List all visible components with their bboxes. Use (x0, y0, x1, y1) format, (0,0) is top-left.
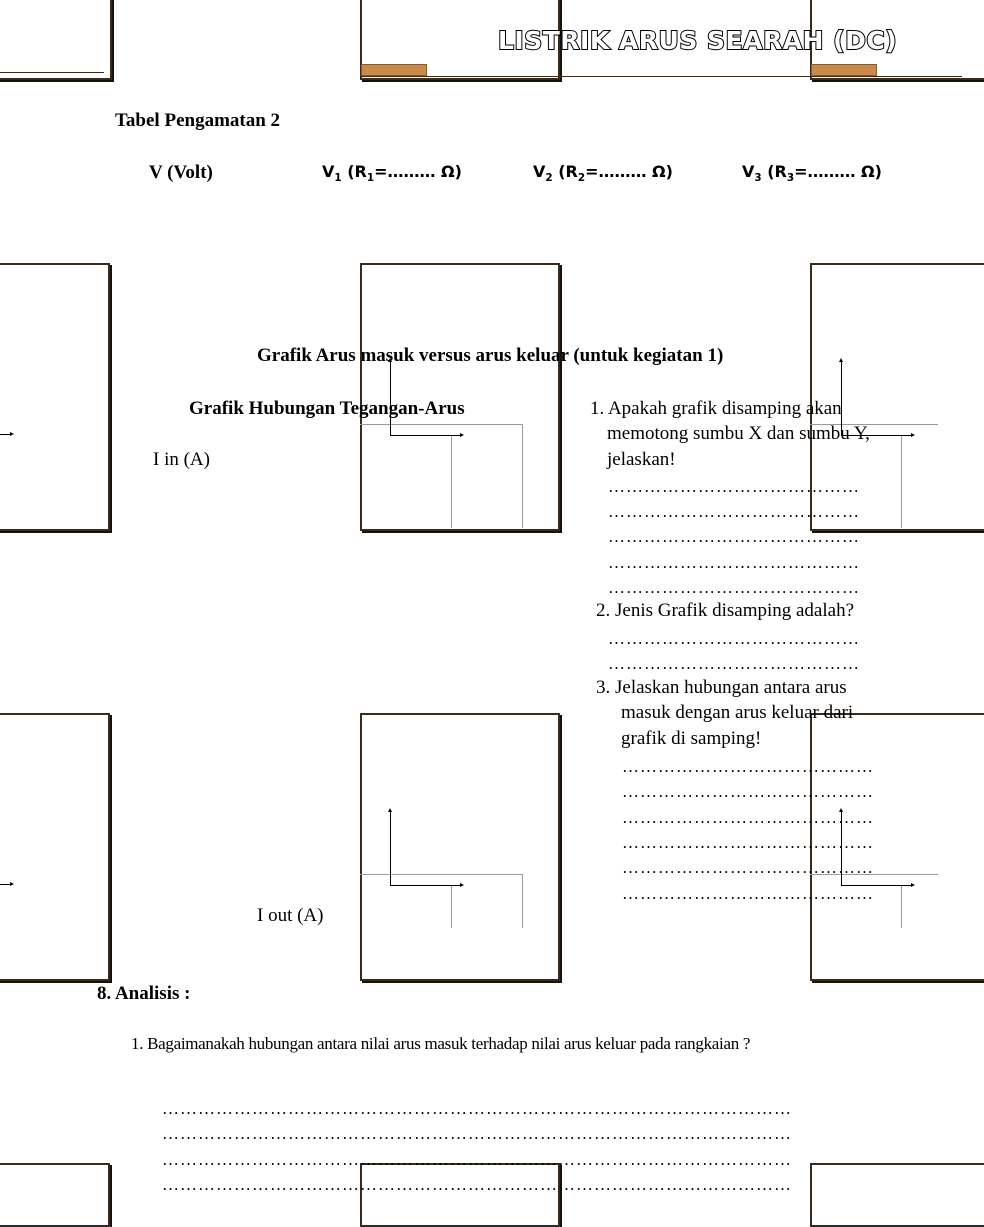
grid-line (522, 424, 523, 528)
frame-top-left (0, 0, 112, 80)
v2-symbol: V (533, 162, 546, 181)
analysis-answer-line[interactable]: …………………………………………………………………………………………… (162, 1150, 792, 1169)
answer-line[interactable]: …………………………………… (622, 858, 874, 877)
x-axis-label: I out (A) (257, 905, 324, 926)
analysis-answer-line[interactable]: …………………………………………………………………………………………… (162, 1124, 792, 1143)
r2-sub: 2 (577, 172, 586, 185)
analysis-answer-line[interactable]: …………………………………………………………………………………………… (162, 1099, 792, 1118)
frame-bottom-center (360, 1163, 560, 1227)
answer-line[interactable]: …………………………………… (622, 808, 874, 827)
r3-value: =……… Ω) (794, 162, 882, 181)
r3-open: (R (761, 162, 787, 181)
table-col-v1 (322, 162, 462, 184)
frame-top-left-rule (0, 72, 104, 73)
answer-line[interactable]: …………………………………… (622, 757, 874, 776)
grid-line (451, 436, 452, 528)
frame-bottom-right (810, 1163, 984, 1227)
v2-sub: 2 (545, 172, 553, 185)
v3-symbol: V (742, 162, 755, 181)
question-3-line-3: grafik di samping! (621, 728, 762, 749)
answer-line[interactable]: …………………………………… (622, 833, 874, 852)
left-arrow-mid (0, 434, 10, 435)
question-1-line-3: jelaskan! (607, 449, 676, 470)
answer-line[interactable]: …………………………………… (608, 527, 860, 546)
r2-value: =……… Ω) (585, 162, 673, 181)
grid-line (451, 886, 452, 928)
answer-line[interactable]: …………………………………… (608, 553, 860, 572)
graph-title-secondary: Grafik Hubungan Tegangan-Arus (189, 398, 465, 419)
answer-line[interactable]: …………………………………… (608, 629, 860, 648)
y-axis-arrow-right (839, 358, 843, 362)
answer-line[interactable]: …………………………………… (608, 477, 860, 496)
y-axis-line-low (390, 812, 391, 885)
frame-mid-left (0, 263, 110, 531)
grid-line (522, 874, 523, 928)
table-caption: Tabel Pengamatan 2 (115, 110, 281, 131)
table-col-v2 (533, 162, 673, 184)
frame-bottom-left (0, 1163, 110, 1227)
question-3-line-2: masuk dengan arus keluar dari (621, 702, 854, 723)
answer-line[interactable]: …………………………………… (608, 654, 860, 673)
y-axis-arrow-low (388, 808, 392, 812)
table-col-voltage: V (Volt) (149, 162, 213, 183)
question-3-line-1: 3. Jelaskan hubungan antara arus (596, 677, 847, 698)
r3-sub: 3 (786, 172, 795, 185)
r1-value: =……… Ω) (374, 162, 462, 181)
x-axis-line-low (390, 885, 460, 886)
question-2: 2. Jenis Grafik disamping adalah? (596, 600, 855, 621)
frame-top-right-bar (811, 64, 877, 76)
answer-line[interactable]: …………………………………… (608, 502, 860, 521)
x-axis-arrow-right (911, 433, 915, 437)
v1-symbol: V (322, 162, 335, 181)
v3-sub: 3 (754, 172, 762, 185)
table-col-v3 (742, 162, 882, 184)
left-arrow-low (0, 884, 10, 885)
left-arrow-low-tip (10, 882, 14, 886)
frame-top-center-bar (361, 64, 427, 76)
analysis-question-1: 1. Bagaimanakah hubungan antara nilai arus masuk terhadap nilai arus keluar pada rangkaian ? (131, 1034, 751, 1053)
y-axis-label: I in (A) (153, 449, 210, 470)
grid-line (360, 424, 523, 425)
question-1-line-2-text: memotong sumbu X dan sumbu Y, (607, 423, 870, 444)
analysis-answer-line[interactable]: …………………………………………………………………………………………… (162, 1175, 792, 1194)
answer-line[interactable]: …………………………………… (622, 782, 874, 801)
analysis-heading: 8. Analisis : (97, 983, 191, 1004)
frame-low-left (0, 713, 110, 981)
x-axis-line (390, 435, 460, 436)
r2-open: (R (552, 162, 578, 181)
left-arrow-mid-tip (10, 432, 14, 436)
x-axis-arrow-right-low (911, 883, 915, 887)
answer-line[interactable]: …………………………………… (622, 884, 874, 903)
question-1-line-2 (607, 423, 870, 445)
r1-sub: 1 (366, 172, 375, 185)
page-title: LISTRIK ARUS SEARAH (DC) (498, 26, 898, 55)
x-axis-arrow-low (460, 883, 464, 887)
grid-line (360, 874, 523, 875)
question-1-line-1: 1. Apakah grafik disamping akan (590, 398, 842, 419)
r1-open: (R (341, 162, 367, 181)
answer-line[interactable]: …………………………………… (608, 578, 860, 597)
graph-title-main: Grafik Arus masuk versus arus keluar (untuk kegiatan 1) (257, 345, 724, 366)
v1-sub: 1 (334, 172, 342, 185)
x-axis-arrow (460, 433, 464, 437)
